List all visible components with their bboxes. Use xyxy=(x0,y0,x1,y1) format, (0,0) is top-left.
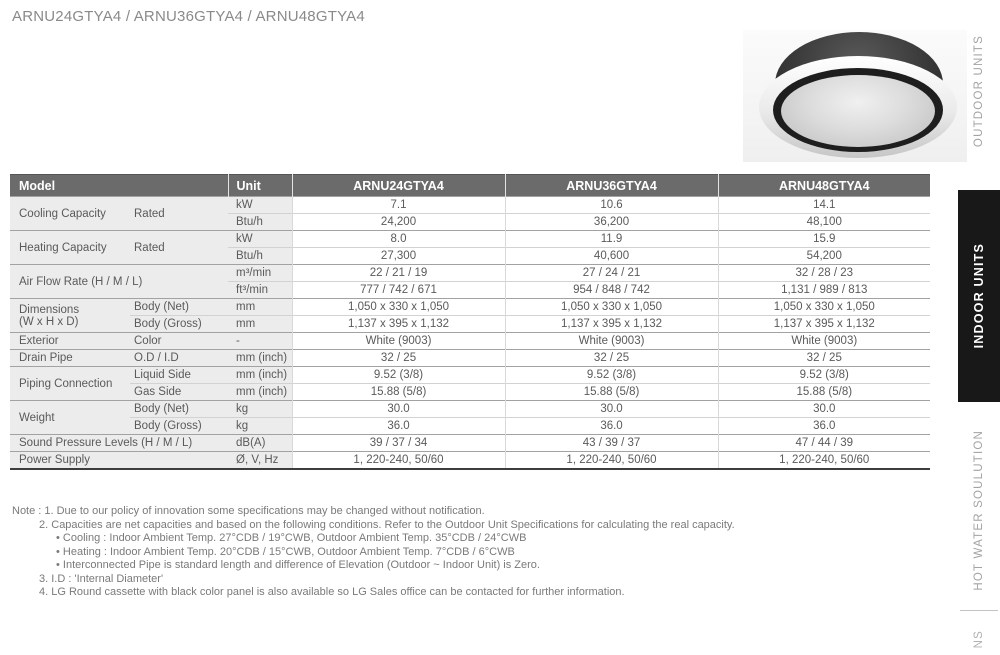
value-cell: 1,050 x 330 x 1,050 xyxy=(292,299,505,316)
sidebar-tab-indoor-units[interactable] xyxy=(958,190,1000,402)
value-cell: 30.0 xyxy=(505,401,718,418)
value-cell: 36.0 xyxy=(505,418,718,435)
value-cell: 9.52 (3/8) xyxy=(292,367,505,384)
note-text: Capacities are net capacities and based on the following conditions. Refer to the Outdoor Unit Specifications for calculating the real capacity. xyxy=(51,518,735,531)
notes-block xyxy=(12,505,735,600)
value-cell: 8.0 xyxy=(292,231,505,248)
value-cell: 15.9 xyxy=(718,231,930,248)
sidebar-outdoor-label: OUTDOOR UNITS xyxy=(973,34,985,148)
sub-label: Body (Gross) xyxy=(130,316,228,333)
unit-cell: dB(A) xyxy=(228,435,292,452)
table-row xyxy=(10,367,930,384)
group-label: Exterior xyxy=(10,333,130,350)
spec-table xyxy=(10,174,930,470)
sub-label: Liquid Side xyxy=(130,367,228,384)
unit-cell: kg xyxy=(228,401,292,418)
value-cell: 1, 220-240, 50/60 xyxy=(292,452,505,469)
sidebar-indoor-label: INDOOR UNITS xyxy=(972,243,986,349)
unit-cell: Ø, V, Hz xyxy=(228,452,292,469)
group-label: Weight xyxy=(10,401,130,435)
value-cell: 24,200 xyxy=(292,214,505,231)
sidebar-hot-water-label: HOT WATER SOULUTION xyxy=(973,429,985,591)
value-cell: 30.0 xyxy=(292,401,505,418)
note-prefix: Note : xyxy=(12,505,42,517)
group-label: Sound Pressure Levels (H / M / L) xyxy=(10,435,228,452)
value-cell: 15.88 (5/8) xyxy=(292,384,505,401)
sub-label: Rated xyxy=(130,231,228,265)
value-cell: 27,300 xyxy=(292,248,505,265)
group-label-line1: Dimensions xyxy=(19,303,80,316)
value-cell: 1, 220-240, 50/60 xyxy=(505,452,718,469)
value-cell: 1,131 / 989 / 813 xyxy=(718,282,930,299)
header-model: Model xyxy=(10,175,228,197)
group-label: Drain Pipe xyxy=(10,350,130,367)
unit-cell: kW xyxy=(228,231,292,248)
sub-label: Body (Net) xyxy=(130,299,228,316)
table-row xyxy=(10,452,930,469)
table-row xyxy=(10,265,930,282)
value-cell: White (9003) xyxy=(292,333,505,350)
sub-label: Gas Side xyxy=(130,384,228,401)
value-cell: 954 / 848 / 742 xyxy=(505,282,718,299)
value-cell: White (9003) xyxy=(505,333,718,350)
header-model-1: ARNU24GTYA4 xyxy=(292,175,505,197)
group-label: Heating Capacity xyxy=(10,231,130,265)
value-cell: 7.1 xyxy=(292,197,505,214)
value-cell: 32 / 25 xyxy=(292,350,505,367)
group-label xyxy=(10,299,130,333)
sidebar-tab-hot-water-solution[interactable] xyxy=(969,424,989,596)
note-line-4 xyxy=(12,586,735,600)
unit-cell: mm xyxy=(228,299,292,316)
table-row xyxy=(10,231,930,248)
value-cell: 48,100 xyxy=(718,214,930,231)
note-text: I.D : 'Internal Diameter' xyxy=(51,572,164,585)
value-cell: 9.52 (3/8) xyxy=(505,367,718,384)
sub-label: Body (Net) xyxy=(130,401,228,418)
value-cell: 32 / 28 / 23 xyxy=(718,265,930,282)
sidebar-divider xyxy=(960,610,998,611)
note-line-1 xyxy=(12,505,735,519)
value-cell: 1,137 x 395 x 1,132 xyxy=(505,316,718,333)
value-cell: 1, 220-240, 50/60 xyxy=(718,452,930,469)
value-cell: 1,050 x 330 x 1,050 xyxy=(718,299,930,316)
value-cell: 22 / 21 / 19 xyxy=(292,265,505,282)
group-label: Air Flow Rate (H / M / L) xyxy=(10,265,228,299)
table-row xyxy=(10,350,930,367)
unit-cell: Btu/h xyxy=(228,248,292,265)
value-cell: 1,137 x 395 x 1,132 xyxy=(292,316,505,333)
value-cell: 47 / 44 / 39 xyxy=(718,435,930,452)
unit-cell: mm xyxy=(228,316,292,333)
sub-label: Body (Gross) xyxy=(130,418,228,435)
sidebar-tab-partial[interactable] xyxy=(969,630,989,655)
header-model-3: ARNU48GTYA4 xyxy=(718,175,930,197)
value-cell: 36,200 xyxy=(505,214,718,231)
group-label-line2: (W x H x D) xyxy=(19,315,79,328)
unit-cell: Btu/h xyxy=(228,214,292,231)
note-num: 2. xyxy=(39,518,49,531)
table-row xyxy=(10,316,930,333)
note-text: LG Round cassette with black color panel is also available so LG Sales office can be contacted for further information. xyxy=(51,586,625,598)
value-cell: 1,050 x 330 x 1,050 xyxy=(505,299,718,316)
value-cell: 15.88 (5/8) xyxy=(718,384,930,401)
page-title: ARNU24GTYA4 / ARNU36GTYA4 / ARNU48GTYA4 xyxy=(12,8,365,25)
unit-cell: mm (inch) xyxy=(228,367,292,384)
value-cell: 11.9 xyxy=(505,231,718,248)
group-label: Piping Connection xyxy=(10,367,130,401)
value-cell: 32 / 25 xyxy=(505,350,718,367)
note-text: Due to our policy of innovation some specifications may be changed without notification. xyxy=(56,505,485,517)
value-cell: 15.88 (5/8) xyxy=(505,384,718,401)
sidebar-tab-outdoor-units[interactable] xyxy=(969,34,989,148)
note-num: 4. xyxy=(39,586,49,598)
value-cell: 1,137 x 395 x 1,132 xyxy=(718,316,930,333)
value-cell: 43 / 39 / 37 xyxy=(505,435,718,452)
sidebar-partial-label: NS xyxy=(973,630,985,649)
table-header-row xyxy=(10,175,930,197)
table-row xyxy=(10,197,930,214)
cassette-face-shape xyxy=(781,75,935,147)
unit-cell: mm (inch) xyxy=(228,384,292,401)
value-cell: 39 / 37 / 34 xyxy=(292,435,505,452)
value-cell: 36.0 xyxy=(718,418,930,435)
value-cell: 36.0 xyxy=(292,418,505,435)
unit-cell: m³/min xyxy=(228,265,292,282)
value-cell: 14.1 xyxy=(718,197,930,214)
group-label: Cooling Capacity xyxy=(10,197,130,231)
value-cell: 9.52 (3/8) xyxy=(718,367,930,384)
note-line-3 xyxy=(12,573,735,587)
unit-cell: mm (inch) xyxy=(228,350,292,367)
table-row xyxy=(10,435,930,452)
unit-cell: ft³/min xyxy=(228,282,292,299)
note-bullet-3: • Interconnected Pipe is standard length and difference of Elevation (Outdoor ~ Indoor Unit) is Zero. xyxy=(12,559,735,573)
table-row xyxy=(10,333,930,350)
note-bullet-2: • Heating : Indoor Ambient Temp. 20°CDB / 15°CWB, Outdoor Ambient Temp. 7°CDB / 6°CWB xyxy=(12,546,735,560)
value-cell: 54,200 xyxy=(718,248,930,265)
sub-label: O.D / I.D xyxy=(130,350,228,367)
value-cell: 40,600 xyxy=(505,248,718,265)
note-line-2 xyxy=(12,519,735,533)
value-cell: White (9003) xyxy=(718,333,930,350)
value-cell: 777 / 742 / 671 xyxy=(292,282,505,299)
table-row xyxy=(10,299,930,316)
spec-table-container xyxy=(10,174,930,470)
sub-label: Rated xyxy=(130,197,228,231)
group-label: Power Supply xyxy=(10,452,228,469)
value-cell: 10.6 xyxy=(505,197,718,214)
value-cell: 30.0 xyxy=(718,401,930,418)
note-num: 3. xyxy=(39,572,49,585)
sub-label: Color xyxy=(130,333,228,350)
product-photo-round-cassette xyxy=(743,30,967,162)
value-cell: 27 / 24 / 21 xyxy=(505,265,718,282)
value-cell: 32 / 25 xyxy=(718,350,930,367)
note-num: 1. xyxy=(44,505,54,517)
header-unit: Unit xyxy=(228,175,292,197)
header-model-2: ARNU36GTYA4 xyxy=(505,175,718,197)
unit-cell: kg xyxy=(228,418,292,435)
table-row xyxy=(10,418,930,435)
table-row xyxy=(10,384,930,401)
note-bullet-1: • Cooling : Indoor Ambient Temp. 27°CDB / 19°CWB, Outdoor Ambient Temp. 35°CDB / 24°CWB xyxy=(12,532,735,546)
table-row xyxy=(10,401,930,418)
unit-cell: kW xyxy=(228,197,292,214)
unit-cell: - xyxy=(228,333,292,350)
